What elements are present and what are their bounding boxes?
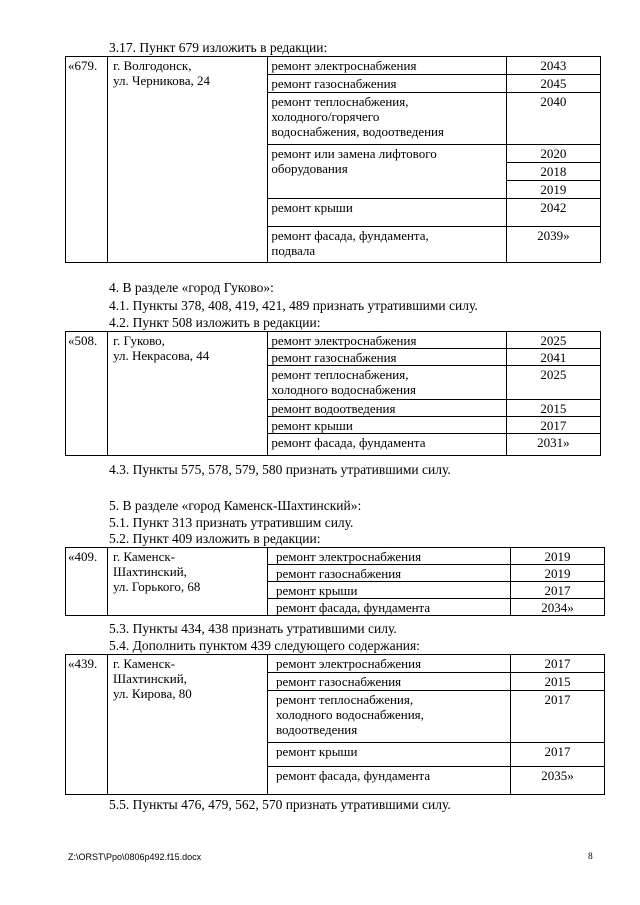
year: 2025	[506, 366, 600, 400]
work-type: ремонт теплоснабжения, холодного/горячего водоснабжения, водоотведения	[268, 93, 506, 145]
row-number: «679.	[66, 57, 108, 263]
row-number: «508.	[66, 332, 108, 456]
row-number: «409.	[66, 548, 108, 616]
heading-4-3: 4.3. Пункты 575, 578, 579, 580 признать утратившими силу.	[109, 462, 451, 477]
work-type: ремонт газоснабжения	[268, 565, 511, 582]
work-type: ремонт электроснабжения	[268, 655, 511, 673]
footer-file-path: Z:\ORST\Ppo\0806p492.f15.docx	[68, 852, 202, 862]
work-type: ремонт теплоснабжения, холодного водоснабжения	[268, 366, 506, 400]
heading-5-3: 5.3. Пункты 434, 438 признать утратившими силу.	[109, 621, 397, 636]
year: 2017	[511, 582, 605, 599]
heading-5-4: 5.4. Дополнить пунктом 439 следующего содержания:	[109, 638, 420, 653]
heading-5-1: 5.1. Пункт 313 признать утратившим силу.	[109, 515, 354, 530]
year: 2019	[511, 548, 605, 565]
footer-page-number: 8	[588, 852, 593, 862]
year: 2045	[506, 75, 600, 93]
address: г. Каменск- Шахтинский, ул. Кирова, 80	[108, 655, 268, 795]
year: 2039»	[506, 227, 600, 263]
heading-5-2: 5.2. Пункт 409 изложить в редакции:	[109, 531, 321, 546]
address: г. Волгодонск, ул. Черникова, 24	[108, 57, 268, 263]
year: 2035»	[511, 767, 605, 795]
table-508	[65, 331, 601, 456]
year: 2018	[506, 163, 600, 181]
heading-5: 5. В разделе «город Каменск-Шахтинский»:	[109, 498, 362, 513]
work-type: ремонт газоснабжения	[268, 349, 506, 366]
year: 2042	[506, 199, 600, 227]
year: 2017	[511, 655, 605, 673]
year: 2034»	[511, 599, 605, 616]
work-type: ремонт крыши	[268, 199, 506, 227]
work-type: ремонт фасада, фундамента, подвала	[268, 227, 506, 263]
year: 2040	[506, 93, 600, 145]
heading-4-1: 4.1. Пункты 378, 408, 419, 421, 489 признать утратившими силу.	[109, 298, 478, 313]
year: 2019	[511, 565, 605, 582]
year: 2025	[506, 332, 600, 349]
work-type: ремонт водоотведения	[268, 400, 506, 417]
work-type: ремонт фасада, фундамента	[268, 434, 506, 456]
year: 2015	[506, 400, 600, 417]
heading-4: 4. В разделе «город Гуково»:	[109, 280, 274, 295]
year: 2019	[506, 181, 600, 199]
work-type: ремонт газоснабжения	[268, 75, 506, 93]
work-type: ремонт фасада, фундамента	[268, 767, 511, 795]
row-number: «439.	[66, 655, 108, 795]
work-type: ремонт электроснабжения	[268, 548, 511, 565]
heading-3-17: 3.17. Пункт 679 изложить в редакции:	[109, 40, 328, 55]
table-679	[65, 56, 601, 263]
year: 2043	[506, 57, 600, 75]
work-type: ремонт электроснабжения	[268, 57, 506, 75]
work-type: ремонт крыши	[268, 743, 511, 767]
heading-4-2: 4.2. Пункт 508 изложить в редакции:	[109, 315, 321, 330]
table-409	[65, 547, 605, 616]
heading-5-5: 5.5. Пункты 476, 479, 562, 570 признать утратившими силу.	[109, 797, 451, 812]
year: 2017	[511, 743, 605, 767]
year: 2017	[506, 417, 600, 434]
year: 2015	[511, 673, 605, 691]
work-type: ремонт крыши	[268, 417, 506, 434]
year: 2020	[506, 145, 600, 163]
work-type: ремонт или замена лифтового оборудования	[268, 145, 506, 199]
work-type: ремонт газоснабжения	[268, 673, 511, 691]
year: 2041	[506, 349, 600, 366]
address: г. Гуково, ул. Некрасова, 44	[108, 332, 268, 456]
table-439	[65, 654, 605, 795]
work-type: ремонт электроснабжения	[268, 332, 506, 349]
work-type: ремонт фасада, фундамента	[268, 599, 511, 616]
work-type: ремонт теплоснабжения, холодного водоснабжения, водоотведения	[268, 691, 511, 743]
address: г. Каменск- Шахтинский, ул. Горького, 68	[108, 548, 268, 616]
work-type: ремонт крыши	[268, 582, 511, 599]
year: 2017	[511, 691, 605, 743]
year: 2031»	[506, 434, 600, 456]
